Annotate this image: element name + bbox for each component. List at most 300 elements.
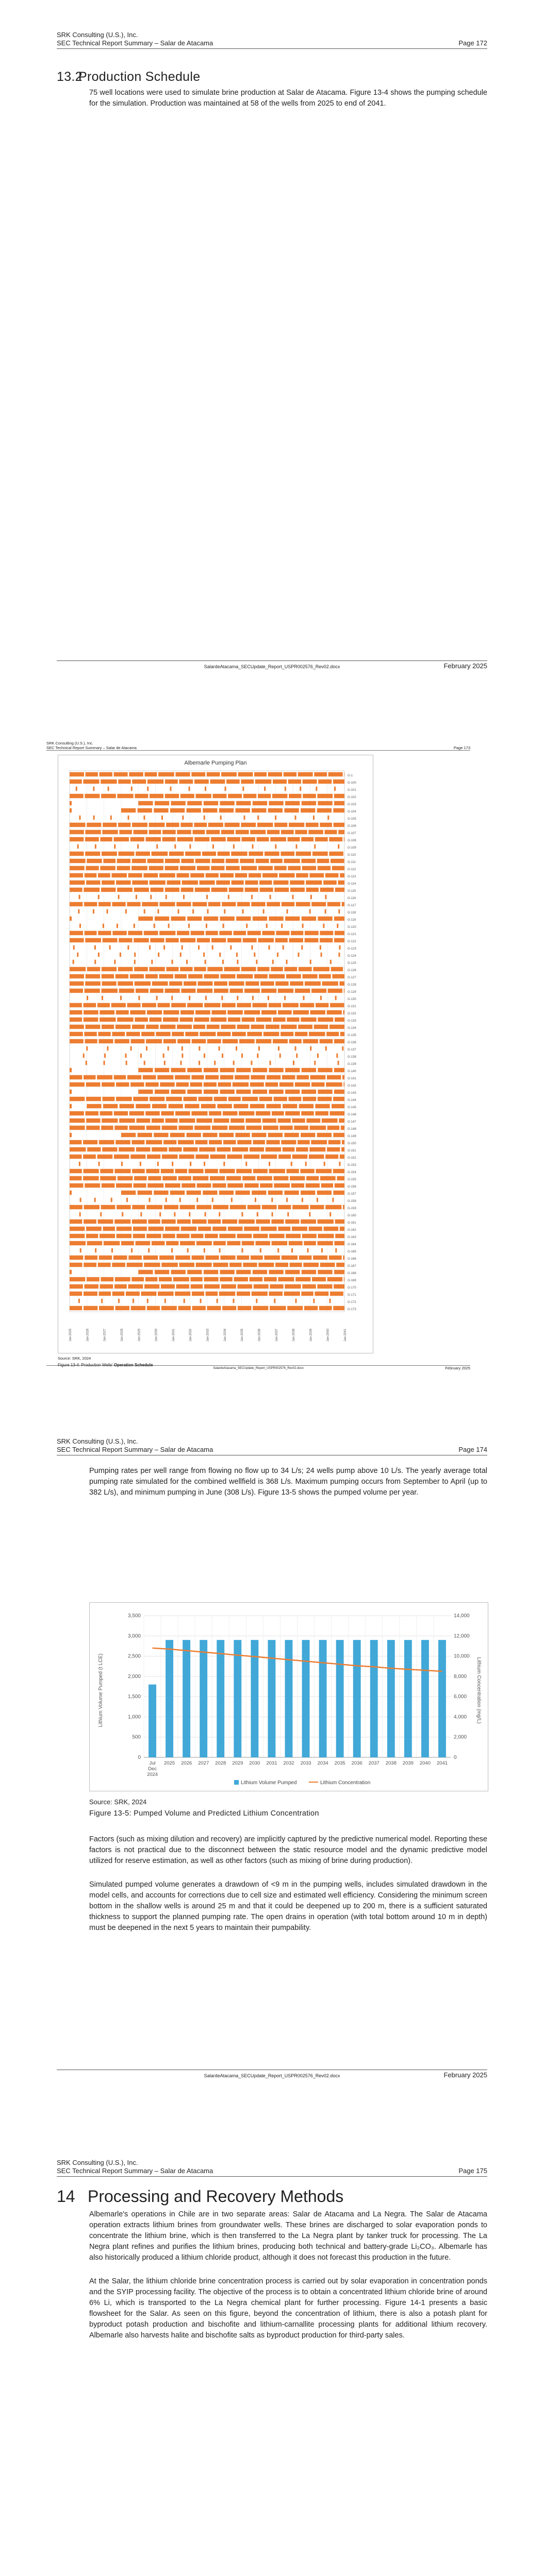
pp-well-label: G-143 [348,1092,356,1095]
pp-operation-bar [86,1097,101,1101]
pp-operation-bar [290,1263,302,1267]
pp-operation-bar [303,1039,318,1043]
pp-operation-bar [335,931,344,935]
pp-operation-bar [269,1068,283,1072]
pp-operation-bar [102,852,117,856]
pp-operation-bar [214,981,227,986]
pp-operation-bar [180,967,192,971]
pp-operation-bar [162,830,176,834]
pp-well-label: G-135 [348,1034,356,1038]
pp-operation-bar [243,1263,257,1267]
pp-operation-bar [117,1234,131,1238]
pp-operation-bar [233,1061,235,1065]
pp-operation-bar [251,902,265,906]
pp-operation-bar [161,1169,174,1173]
pp-operation-bar [294,1046,296,1050]
pp-operation-bar [70,1176,81,1180]
pp-operation-bar [191,1111,207,1115]
pp-operation-bar [85,989,100,993]
pp-operation-bar [84,1010,98,1014]
pp-operation-bar [197,866,210,870]
page-header [57,2159,487,2177]
pp-operation-bar [320,945,321,950]
pp-operation-bar [100,1010,114,1014]
pp-operation-bar [302,974,317,978]
pp-operation-bar [303,1263,319,1267]
pp-operation-bar [86,1046,88,1050]
pp-operation-bar [114,1111,128,1115]
pp-operation-bar [149,967,164,971]
pp-operation-bar [225,823,240,827]
pp-well-label: G-149 [348,1135,356,1139]
pp-operation-bar [70,866,85,870]
pp-operation-bar [204,1054,205,1058]
pp-operation-bar [298,953,300,957]
pp-operation-bar [174,844,176,849]
pp-operation-bar [103,859,116,863]
pp-operation-bar [147,787,149,791]
pp-operation-bar [98,902,111,906]
pp-operation-bar [184,1299,185,1303]
pp-operation-bar [132,1205,145,1209]
pp-operation-bar [177,1039,190,1043]
pp-operation-bar [132,1169,145,1173]
pp-operation-bar [330,1292,343,1296]
figure-source: Source: SRK, 2024 [58,1356,91,1361]
pp-operation-bar [272,1111,284,1115]
pp-operation-bar [309,873,324,877]
pp-operation-bar [296,852,311,856]
pp-operation-bar [318,801,332,805]
pp-operation-bar [230,945,232,950]
pp-operation-bar [318,1090,332,1094]
pp-operation-bar [84,1306,97,1310]
pp-operation-bar [268,1191,283,1195]
pp-operation-bar [70,1104,72,1108]
pp-operation-bar [219,808,234,812]
pp-operation-bar [162,837,176,841]
pp-date-label: Jan-2031 [172,1328,175,1342]
pp-operation-bar [192,1039,206,1043]
pp-operation-bar [218,1082,232,1087]
pumping-plan-date-labels [69,1328,347,1342]
pp-operation-bar [273,1039,288,1043]
chart-x-tick: 2037 [368,1760,380,1766]
pp-operation-bar [299,1104,314,1108]
pp-well-label: G-116 [348,897,356,901]
pp-operation-bar [299,1256,312,1260]
pp-operation-bar [84,1003,96,1007]
pp-operation-bar [321,953,322,957]
pp-operation-bar [119,1118,135,1123]
pp-operation-bar [175,1111,190,1115]
pp-operation-bar [188,974,203,978]
pp-operation-bar [192,1256,204,1260]
pp-operation-bar [220,1075,234,1079]
pp-operation-bar [278,1227,290,1231]
chart-legend [234,1780,370,1786]
pp-operation-bar [227,1183,243,1188]
pp-operation-bar [334,823,344,827]
pp-operation-bar [207,909,209,913]
pp-operation-bar [286,1234,301,1238]
pp-operation-bar [133,1234,145,1238]
pp-operation-bar [334,917,344,921]
pp-operation-bar [205,960,206,964]
pp-operation-bar [152,1104,167,1108]
pp-operation-bar [217,1032,230,1036]
pp-operation-bar [147,1306,160,1310]
pp-well-label: G-126 [348,969,356,973]
pp-well-label: G-136 [348,1041,356,1045]
pumping-plan-title: Albemarle Pumping Plan [184,760,247,766]
pp-operation-bar [175,1292,190,1296]
pp-operation-bar [146,1126,160,1130]
pp-operation-bar [219,1191,234,1195]
pp-operation-bar [300,787,301,791]
pp-operation-bar [194,1018,209,1022]
pp-operation-bar [242,1241,254,1245]
pp-operation-bar [70,974,84,978]
pp-operation-bar [333,1097,344,1101]
pp-operation-bar [70,1169,82,1173]
pp-operation-bar [203,808,217,812]
pp-well-label: G-156 [348,1185,356,1189]
pp-operation-bar [98,953,100,957]
pp-operation-bar [320,996,322,1000]
pp-operation-bar [83,1176,98,1180]
pp-operation-bar [235,1191,250,1195]
pp-operation-bar [98,931,111,935]
pp-operation-bar [256,1111,270,1115]
pp-operation-bar [224,967,240,971]
pp-operation-bar [133,1097,148,1101]
chart-right-tick: 0 [454,1755,457,1760]
pp-operation-bar [152,1118,164,1123]
pp-operation-bar [183,1147,197,1151]
pp-operation-bar [244,989,260,993]
pp-operation-bar [238,1284,253,1289]
pp-operation-bar [70,1147,86,1151]
pp-operation-bar [310,1126,326,1130]
pp-operation-bar [304,1306,318,1310]
pp-operation-bar [70,1025,84,1029]
pp-operation-bar [200,1032,216,1036]
pp-operation-bar [85,837,99,841]
pp-operation-bar [296,1075,309,1079]
paragraph: Pumping rates per well range from flowing no flow up to 34 L/s; 24 wells pump above 10 L/s. The yearly average total pumping rate simulated for the combined wellfield is 368 L/s. Maximum pumping occurs from September to April (up to 382 L/s), and minimum pumping in June (308 L/s). Figure 13-5 shows the pumped volume per year. [89,1467,487,1497]
pp-operation-bar [161,1219,175,1224]
pp-operation-bar [272,1212,273,1216]
pp-operation-bar [241,779,254,784]
pp-operation-bar [165,888,179,892]
pp-operation-bar [158,953,159,957]
pp-operation-bar [86,1118,100,1123]
pp-operation-bar [281,852,294,856]
pp-operation-bar [226,866,240,870]
pp-operation-bar [317,794,333,798]
pp-operation-bar [97,1075,112,1079]
pp-operation-bar [100,1212,102,1216]
pp-operation-bar [156,844,158,849]
pp-operation-bar [309,1227,322,1231]
chart-bar [217,1640,224,1757]
pp-operation-bar [196,1205,211,1209]
pp-operation-bar [317,1133,332,1137]
pp-operation-bar [323,880,337,885]
pp-operation-bar [127,1263,143,1267]
pp-operation-bar [219,1234,236,1238]
pp-operation-bar [234,931,246,935]
pp-operation-bar [70,779,82,784]
pp-operation-bar [270,1306,286,1310]
pp-operation-bar [114,1126,127,1130]
pp-operation-bar [77,844,79,849]
pp-operation-bar [341,1126,344,1130]
pp-operation-bar [210,1018,226,1022]
pp-operation-bar [206,830,220,834]
pp-operation-bar [171,1270,186,1274]
pp-operation-bar [99,1256,112,1260]
pp-operation-bar [70,1133,72,1137]
pp-operation-bar [236,1270,251,1274]
pp-operation-bar [301,1111,314,1115]
pp-operation-bar [164,1061,166,1065]
pp-operation-bar [131,866,147,870]
pp-operation-bar [84,1284,98,1289]
pp-operation-bar [149,866,163,870]
pp-operation-bar [102,1097,114,1101]
pp-operation-bar [261,989,277,993]
pp-operation-bar [131,1306,145,1310]
pp-operation-bar [87,1241,102,1245]
pp-operation-bar [99,1306,114,1310]
pp-operation-bar [134,960,136,964]
pp-operation-bar [219,1292,236,1296]
pp-operation-bar [278,1155,291,1159]
pp-operation-bar [196,1263,212,1267]
pp-operation-bar [194,823,207,827]
pp-operation-bar [132,823,147,827]
pp-operation-bar [334,1090,344,1094]
pp-operation-bar [213,1241,226,1245]
pp-operation-bar [111,1198,112,1202]
pp-operation-bar [166,1097,182,1101]
pp-operation-bar [223,1162,225,1166]
pp-operation-bar [84,888,100,892]
chart-bar [370,1640,378,1757]
chart-bar [166,1640,173,1757]
pp-operation-bar [259,880,272,885]
pp-operation-bar [284,808,299,812]
pp-operation-bar [329,837,342,841]
pp-operation-bar [198,1227,211,1231]
pp-operation-bar [263,1032,279,1036]
chart-bar [285,1640,293,1757]
pp-operation-bar [269,1270,283,1274]
pp-operation-bar [313,1299,315,1303]
pp-operation-bar [87,823,101,827]
pp-operation-bar [326,1082,342,1087]
pp-operation-bar [79,816,80,820]
pp-well-label: G-142 [348,1084,356,1088]
pp-operation-bar [73,945,75,950]
pp-operation-bar [318,1234,334,1238]
pp-operation-bar [112,1032,125,1036]
pp-operation-bar [221,830,234,834]
pp-operation-bar [248,931,261,935]
pp-operation-bar [184,1097,197,1101]
pp-operation-bar [204,1003,220,1007]
pp-operation-bar [198,945,200,950]
pp-operation-bar [194,1126,210,1130]
pp-operation-bar [221,772,237,776]
pp-operation-bar [327,1126,339,1130]
pp-date-label: Jan-2036 [258,1328,261,1342]
pp-operation-bar [150,938,164,942]
pp-operation-bar [283,1147,295,1151]
pp-operation-bar [342,1075,344,1079]
pp-operation-bar [130,837,144,841]
pp-operation-bar [223,1111,238,1115]
pp-operation-bar [85,931,97,935]
pp-operation-bar [118,779,130,784]
pp-operation-bar [155,1068,169,1072]
pp-well-label: G-151 [348,1149,356,1153]
pp-operation-bar [265,1082,278,1087]
pp-operation-bar [330,1111,344,1115]
pp-operation-bar [303,1097,316,1101]
pp-operation-bar [301,945,303,950]
pp-operation-bar [289,794,301,798]
pp-operation-bar [161,1111,174,1115]
pp-well-label: G-109 [348,846,356,850]
pp-operation-bar [206,931,218,935]
chart-right-tick: 4,000 [454,1714,467,1720]
pp-operation-bar [208,1219,221,1224]
pp-operation-bar [136,852,150,856]
pp-operation-bar [70,1039,84,1043]
pp-operation-bar [219,1212,220,1216]
pp-well-label: G-158 [348,1200,356,1204]
pp-operation-bar [322,981,338,986]
pp-operation-bar [243,794,257,798]
pp-operation-bar [323,924,324,928]
pp-operation-bar [162,1176,177,1180]
pp-operation-bar [129,772,143,776]
pp-operation-bar [70,1111,84,1115]
pp-operation-bar [166,1241,178,1245]
pp-operation-bar [302,801,316,805]
pp-operation-bar [218,852,230,856]
pp-operation-bar [200,880,215,885]
pp-operation-bar [342,1046,343,1050]
pp-well-label: G-148 [348,1128,356,1131]
pp-operation-bar [166,1118,178,1123]
pp-operation-bar [213,1205,228,1209]
pp-operation-bar [163,1039,176,1043]
pp-operation-bar [204,1248,205,1252]
pp-operation-bar [169,852,184,856]
pp-operation-bar [245,1118,261,1123]
pp-operation-bar [333,1169,344,1173]
pp-operation-bar [276,931,289,935]
pp-operation-bar [116,1082,129,1087]
header-page-number: Page 173 [453,745,470,750]
pp-operation-bar [70,1284,83,1289]
pp-operation-bar [338,1061,339,1065]
pp-operation-bar [70,830,84,834]
pp-operation-bar [176,902,191,906]
pp-operation-bar [332,866,344,870]
pp-operation-bar [70,1075,82,1079]
pp-well-label: G-152 [348,1157,356,1160]
header-page-number: Page 172 [458,39,487,47]
pp-operation-bar [282,1075,295,1079]
pp-well-label: G-165 [348,1250,356,1254]
pp-operation-bar [227,938,241,942]
pp-operation-bar [303,794,316,798]
chart-x-tick: 2030 [249,1760,260,1766]
pp-operation-bar [254,953,255,957]
pp-operation-bar [292,1118,305,1123]
pp-operation-bar [298,772,313,776]
pp-operation-bar [178,1126,193,1130]
pp-operation-bar [158,772,174,776]
pp-operation-bar [284,859,300,863]
pp-operation-bar [180,1010,194,1014]
pp-operation-bar [206,1292,218,1296]
pp-operation-bar [205,996,207,1000]
pp-operation-bar [117,1018,134,1022]
pp-operation-bar [79,1162,80,1166]
pp-well-label: G-124 [348,955,356,958]
pp-operation-bar [192,830,205,834]
pp-operation-bar [159,902,175,906]
pp-operation-bar [84,1075,95,1079]
pp-operation-bar [119,1147,135,1151]
section-number: 13.2 [57,70,83,84]
pp-operation-bar [278,1118,291,1123]
pp-operation-bar [70,989,83,993]
pp-operation-bar [232,880,244,885]
pp-operation-bar [156,996,158,1000]
pp-operation-bar [181,859,194,863]
pp-operation-bar [284,1133,299,1137]
pp-operation-bar [179,1263,195,1267]
pp-operation-bar [70,938,84,942]
pp-operation-bar [204,1068,218,1072]
pp-operation-bar [93,787,94,791]
pp-operation-bar [214,1097,227,1101]
pp-well-label: G-121 [348,933,356,937]
pp-operation-bar [205,1212,206,1216]
pp-operation-bar [101,888,116,892]
pp-well-label: G-144 [348,1099,356,1103]
pp-operation-bar [157,1075,173,1079]
pp-operation-bar [301,859,316,863]
pp-operation-bar [236,801,251,805]
pp-operation-bar [320,888,334,892]
pp-operation-bar [222,1039,238,1043]
pp-operation-bar [317,859,329,863]
pp-operation-bar [290,880,304,885]
pp-operation-bar [271,967,283,971]
pp-operation-bar [171,1248,173,1252]
pp-operation-bar [181,888,193,892]
pp-operation-bar [318,917,332,921]
pp-operation-bar [302,1198,303,1202]
